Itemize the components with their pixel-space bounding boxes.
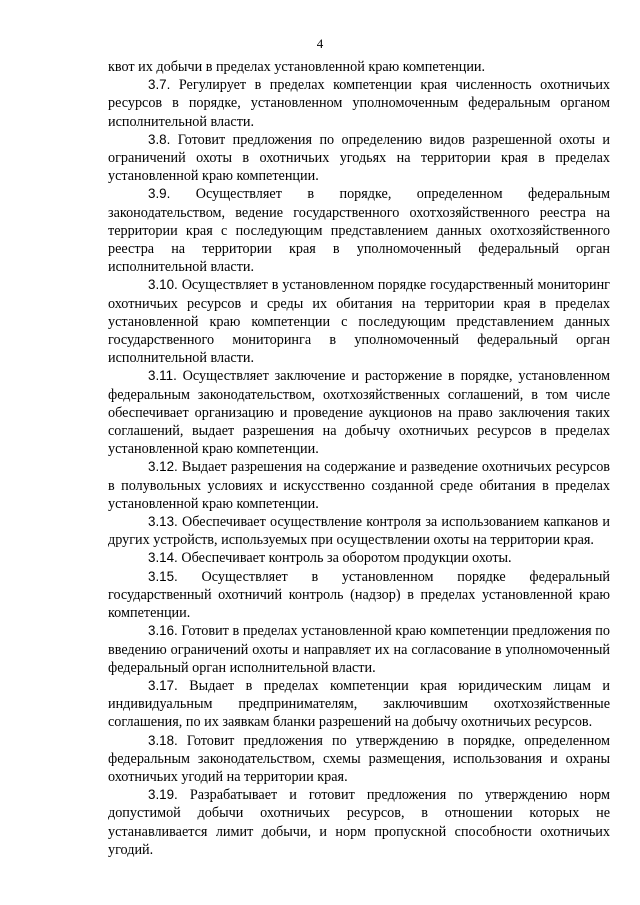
paragraph-3-15 xyxy=(108,568,610,623)
paragraph-text: Готовит в пределах установленной краю компетенции предложения по введению ограничений охоты и направляет их на согласование в уполномоченный федеральный орган исполнительной власти. xyxy=(108,623,610,676)
paragraph-text: Готовит предложения по определению видов разрешенной охоты и ограничений охоты в охотничьих угодьях на территории края в пределах установленной краю компетенции. xyxy=(108,131,610,185)
paragraph-text: Осуществляет в порядке, определенном федеральным законодательством, ведение государственного охотхозяйственного реестра на территории края с последующим представлением данных охотхозяйственного реестра на территории края в уполномоченный федеральный орган исполнительной власти. xyxy=(108,186,610,276)
paragraph-number: 3.13. xyxy=(148,514,178,530)
page-number: 4 xyxy=(316,36,324,51)
paragraph-number: 3.10. xyxy=(148,277,178,293)
paragraph-3-7 xyxy=(108,76,610,131)
paragraph-number: 3.17. xyxy=(148,677,178,693)
paragraph-text: квот их добычи в пределах установленной краю компетенции. xyxy=(108,59,486,75)
paragraph-3-8 xyxy=(108,131,610,186)
paragraph-3-12 xyxy=(108,458,610,513)
paragraph-number: 3.16. xyxy=(148,623,178,639)
paragraph-3-16 xyxy=(108,622,610,677)
paragraph-number: 3.15. xyxy=(148,568,178,584)
document-body xyxy=(108,58,610,859)
paragraph-3-13 xyxy=(108,513,610,549)
paragraph-3-14 xyxy=(108,549,610,567)
paragraph-number: 3.12. xyxy=(148,459,178,475)
paragraph-number: 3.19. xyxy=(148,787,178,803)
paragraph-text: Выдает разрешения на содержание и разведение охотничьих ресурсов в полувольных условиях и искусственно созданной среде обитания в пределах установленной краю компетенции. xyxy=(108,459,610,512)
paragraph-text: Выдает в пределах компетенции края юридическим лицам и индивидуальным предпринимателям, заключившим охотхозяйственные соглашения, по их заявкам бланки разрешений на добычу охотничьих ресурсов. xyxy=(108,677,610,731)
paragraph-number: 3.7. xyxy=(148,77,171,93)
paragraph-3-18 xyxy=(108,732,610,787)
paragraph-number: 3.18. xyxy=(148,732,178,748)
paragraph-number: 3.11. xyxy=(148,368,177,384)
paragraph-text: Осуществляет в установленном порядке государственный мониторинг охотничьих ресурсов и среды их обитания на территории края в пределах установленной краю компетенции с последующим представлением данных государственного мониторинга в уполномоченный федеральный орган исполнительной власти. xyxy=(108,277,610,367)
paragraph-3-10 xyxy=(108,276,610,367)
paragraph-text: Осуществляет заключение и расторжение в порядке, установленном федеральным законодательством, охотхозяйственных соглашений, в том числе обеспечивает организацию и проведение аукционов на право заключения таких соглашений, выдает разрешения на добычу охотничьих ресурсов в пределах установленной краю компетенции. xyxy=(108,368,610,458)
paragraph-text: Разрабатывает и готовит предложения по утверждению норм допустимой добычи охотничьих ресурсов, в отношении которых не устанавливается лимит добычи, и норм пропускной способности охотничьих угодий. xyxy=(108,787,610,858)
paragraph-text: Обеспечивает осуществление контроля за использованием капканов и других устройств, используемых при осуществлении охоты на территории края. xyxy=(108,514,610,549)
paragraph-text: Обеспечивает контроль за оборотом продукции охоты. xyxy=(177,550,512,567)
paragraph-text: Готовит предложения по утверждению в порядке, определенном федеральным законодательством, схемы размещения, использования и охраны охотничьих угодий на территории края. xyxy=(108,732,610,785)
paragraph-text: Регулирует в пределах компетенции края численность охотничьих ресурсов в порядке, установленном уполномоченным федеральным органом исполнительной власти. xyxy=(108,77,610,130)
paragraph-number: 3.8. xyxy=(148,131,171,147)
paragraph-text: Осуществляет в установленном порядке федеральный государственный охотничий контроль (надзор) в пределах установленной краю компетенции. xyxy=(108,568,610,622)
paragraph-continuation xyxy=(108,58,610,76)
paragraph-number: 3.9. xyxy=(148,186,171,202)
paragraph-3-17 xyxy=(108,677,610,732)
paragraph-number: 3.14. xyxy=(148,550,178,566)
paragraph-3-19 xyxy=(108,786,610,859)
paragraph-3-9 xyxy=(108,185,610,276)
paragraph-3-11 xyxy=(108,367,610,458)
